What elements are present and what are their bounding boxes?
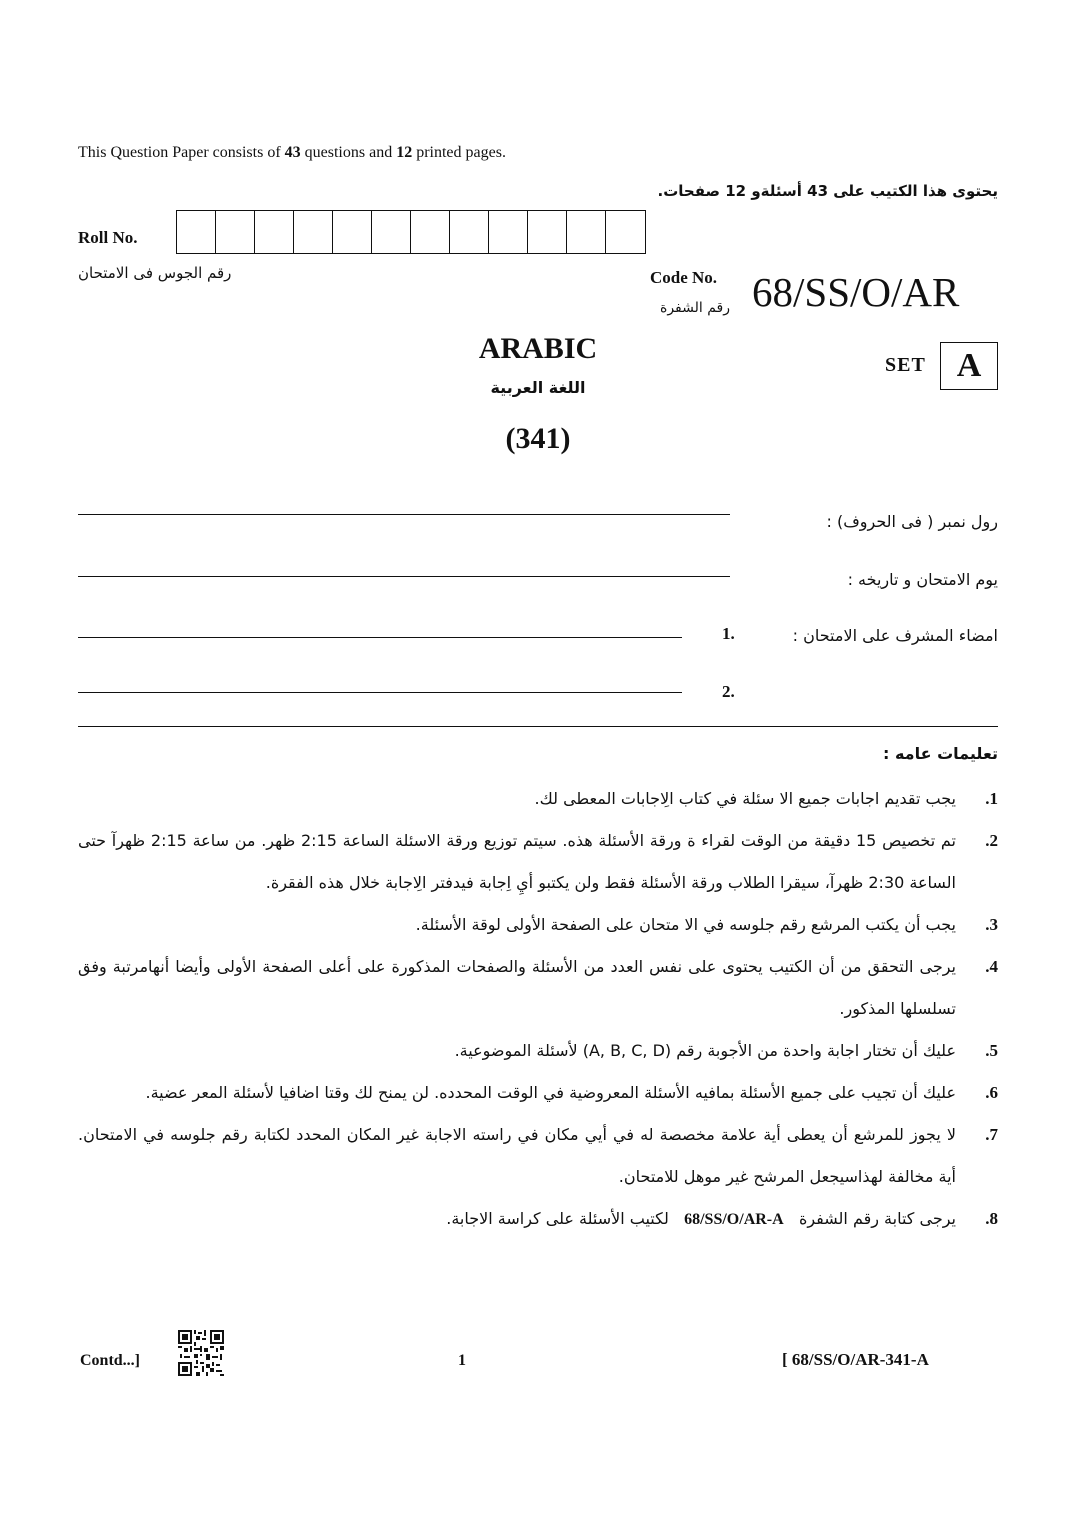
instruction-number: 7. [985,1125,998,1144]
roll-digit-box[interactable] [489,211,528,253]
code-number-value: 68/SS/O/AR [752,269,960,315]
instruction-item [78,1198,998,1241]
roll-digit-box[interactable] [177,211,216,253]
answer-code-inline: 68/SS/O/AR-A [684,1211,784,1228]
roll-in-words-line[interactable] [78,514,730,515]
instruction-item [78,778,998,820]
instruction-number: 8. [985,1209,998,1228]
roll-digit-box[interactable] [567,211,606,253]
instruction-text: تم تخصيص 15 دقيقة من الوقت لقراء ة ورقة الأسئلة هذه. سيتم توزيع ورقة الاسئلة الساعة 2:15 ظهر. من ساعة 2:15 ظهرآ حتى الساعة 2:30 ظهرآ، سيقرا الطلاب ورقة الأسئلة فقط ولن يكتبو أيِ اِجابة فيدفتر الِاجابة خلال هذه الفقرة. [78,831,957,892]
set-label: SET [885,354,926,376]
paper-info-arabic: يحتوى هذا الكتيب على 43 أسئلةو 12 صفحات. [657,182,998,200]
roll-digit-box[interactable] [411,211,450,253]
signature-number-1: 1. [722,624,735,643]
roll-digit-box[interactable] [333,211,372,253]
supervisor-signature-line-2[interactable] [78,692,682,693]
footer-paper-code: [ 68/SS/O/AR-341-A [782,1350,929,1369]
exam-date-label: يوم الامتحان و تاريخه : [847,570,998,589]
subject-block [438,332,638,366]
roll-digit-box[interactable] [606,211,645,253]
roll-digit-box[interactable] [255,211,294,253]
instruction-text: عليك أن تختار اجابة واحدة من الأجوبة رقم (A, B, C, D) لأسئلة الموضوعية. [454,1041,956,1060]
instruction-item [78,946,998,1030]
supervisor-signature-label: امضاء المشرف على الامتحان : [792,626,998,645]
page-number: 1 [458,1352,466,1369]
instruction-item [78,1072,998,1114]
section-divider [78,726,998,727]
paper-info-english: This Question Paper consists of 43 questions and 12 printed pages. [78,144,506,161]
instruction-text: يجب أن يكتب المرشع رقم جلوسه في الا متحان على الصفحة الأولى لوقة الأسئلة. [415,915,956,934]
roll-number-label: Roll No. [78,228,138,247]
instruction-text: يرجى كتابة رقم الشفرة 68/SS/O/AR-A لكتيب الأسئلة على كراسة الاجابة. [446,1209,956,1228]
code-number-label-arabic: رقم الشفرة [660,300,731,316]
roll-digit-box[interactable] [216,211,255,253]
instruction-item [78,1030,998,1072]
continued-marker: Contd...] [80,1352,141,1369]
code-number-label: Code No. [650,268,718,287]
subject-title-arabic: اللغة العربية [490,378,586,397]
roll-number-boxes[interactable] [176,210,646,254]
instruction-text: يرجى التحقق من أن الكتيب يحتوى على نفس العدد من الأسئلة والصفحات المذكورة على أعلى الصفحة الأولى وأيضا أنهامرتبة وفق تسلسلها المذكور. [78,957,956,1018]
roll-digit-box[interactable] [372,211,411,253]
instruction-text: يجب تقديم اجابات جميع الا سئلة في كتاب الِاجابات المعطى لك. [534,789,956,808]
instruction-item [78,904,998,946]
instruction-text: عليك أن تجيب على جميع الأسئلة بمافيه الأسئلة المعروضية في الوقت المحدده. لن يمنح لك وقتا اضافيا لأسئلة المعر عضية. [145,1083,956,1102]
instructions-list [78,778,998,1241]
subject-code: (341) [505,422,571,455]
instruction-number: 1. [985,789,998,808]
instructions-title: تعليمات عامه : [883,744,998,763]
roll-digit-box[interactable] [294,211,333,253]
roll-number-label-arabic: رقم الجوس فى الامتحان [78,264,232,282]
supervisor-signature-line-1[interactable] [78,637,682,638]
instruction-number: 4. [985,957,998,976]
instruction-text: لا يجوز للمرشع أن يعطى أية علامة مخصصة له في أيي مكان في راسته الاجابة غير المكان المحدد لكتابة رقم جلوسه في الامتحان. أية مخالفة لهذاسيجعل المرشح غير موهل للامتحان. [78,1125,956,1186]
exam-date-line[interactable] [78,576,730,577]
instruction-number: 3. [985,915,998,934]
instruction-item [78,820,998,904]
subject-title: ARABIC [478,332,598,365]
roll-in-words-label: رول نمبر ( فى الحروف) : [826,512,998,531]
qr-code-icon [178,1330,224,1376]
instruction-number: 5. [985,1041,998,1060]
roll-digit-box[interactable] [450,211,489,253]
signature-number-2: 2. [722,682,735,701]
instruction-number: 2. [985,831,998,850]
instruction-number: 6. [985,1083,998,1102]
set-value-box: A [940,342,998,390]
instruction-item [78,1114,998,1198]
roll-digit-box[interactable] [528,211,567,253]
